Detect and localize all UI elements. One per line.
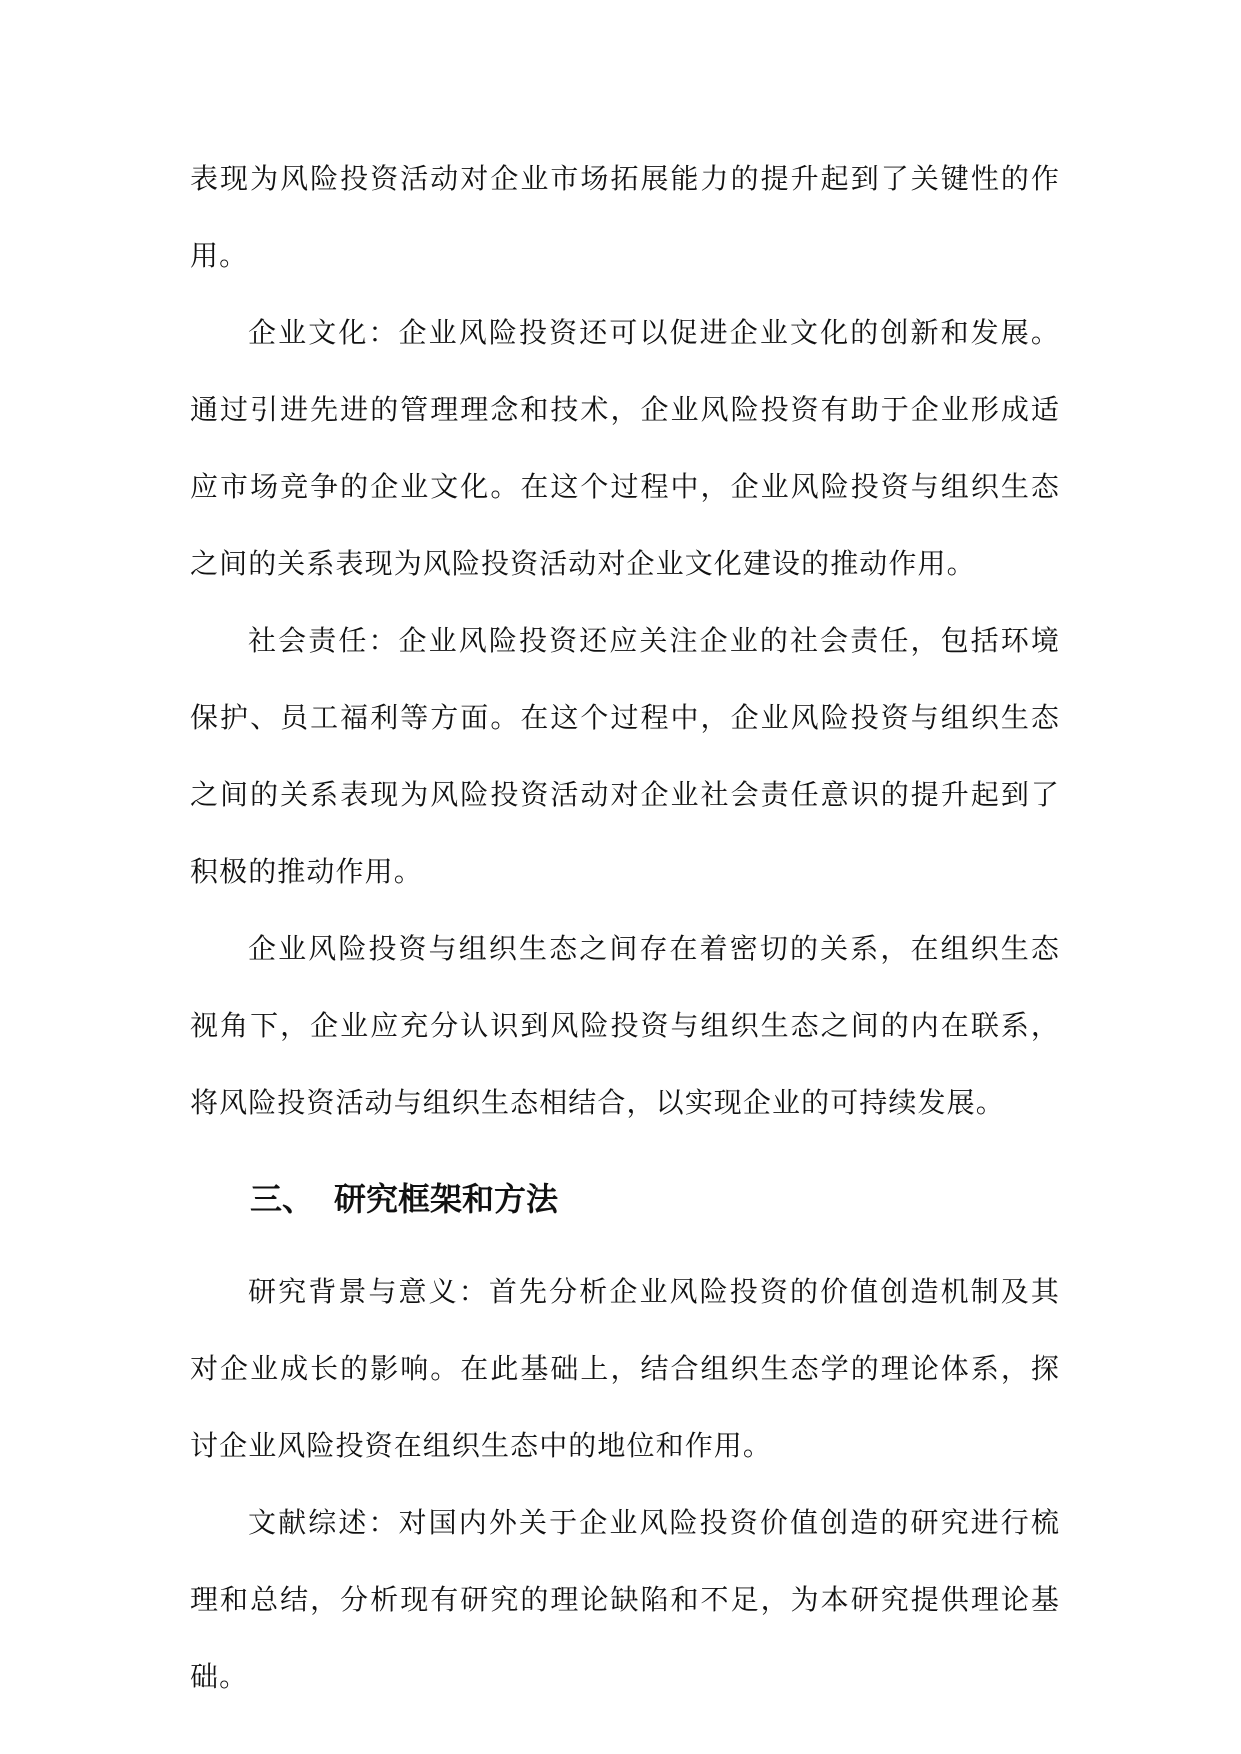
- paragraph-research-background: 研究背景与意义：首先分析企业风险投资的价值创造机制及其对企业成长的影响。在此基础上，结合组织生态学的理论体系，探讨企业风险投资在组织生态中的地位和作用。: [190, 1275, 1060, 1462]
- section-title: 研究框架和方法: [334, 1180, 559, 1218]
- paragraph-literature-review: 文献综述：对国内外关于企业风险投资价值创造的研究进行梳理和总结，分析现有研究的理论缺陷和不足，为本研究提供理论基础。: [190, 1506, 1060, 1693]
- section-number: 三、: [250, 1180, 315, 1218]
- paragraph-continuation: 表现为风险投资活动对企业市场拓展能力的提升起到了关键性的作用。: [190, 162, 1060, 272]
- paragraph-corporate-culture: 企业文化：企业风险投资还可以促进企业文化的创新和发展。通过引进先进的管理理念和技术，企业风险投资有助于企业形成适应市场竞争的企业文化。在这个过程中，企业风险投资与组织生态之间的关系表现为风险投资活动对企业文化建设的推动作用。: [190, 316, 1060, 580]
- section-heading: [190, 1163, 1060, 1235]
- document-body: [190, 140, 1060, 1715]
- paragraph-social-responsibility: 社会责任：企业风险投资还应关注企业的社会责任，包括环境保护、员工福利等方面。在这个过程中，企业风险投资与组织生态之间的关系表现为风险投资活动对企业社会责任意识的提升起到了积极的推动作用。: [190, 624, 1060, 888]
- paragraph-summary: 企业风险投资与组织生态之间存在着密切的关系，在组织生态视角下，企业应充分认识到风险投资与组织生态之间的内在联系，将风险投资活动与组织生态相结合，以实现企业的可持续发展。: [190, 932, 1060, 1119]
